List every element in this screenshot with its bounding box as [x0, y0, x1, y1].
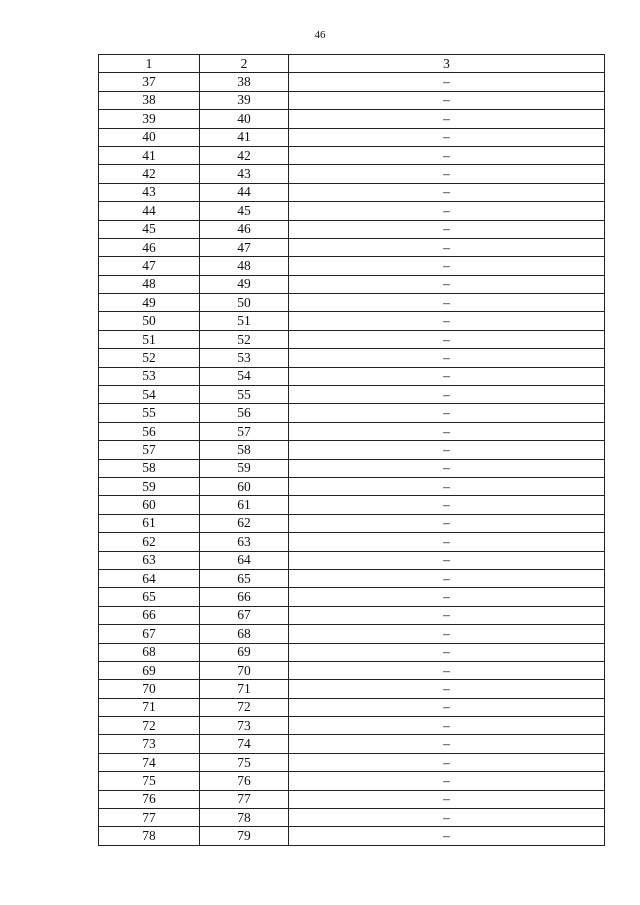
table-cell-col-3: – [289, 533, 605, 551]
table-cell-col-2: 43 [200, 165, 289, 183]
table-cell-col-2: 54 [200, 367, 289, 385]
table-cell-col-1: 55 [99, 404, 200, 422]
table-cell-col-1: 42 [99, 165, 200, 183]
table-row [99, 165, 605, 183]
table-row [99, 202, 605, 220]
table-cell-col-2: 73 [200, 717, 289, 735]
column-header-2: 2 [200, 55, 289, 73]
table-cell-col-2: 60 [200, 477, 289, 495]
table-cell-col-1: 66 [99, 606, 200, 624]
table-cell-col-3: – [289, 459, 605, 477]
table-cell-col-2: 63 [200, 533, 289, 551]
table-row [99, 220, 605, 238]
table-cell-col-1: 65 [99, 588, 200, 606]
table-cell-col-1: 64 [99, 569, 200, 587]
table-cell-col-1: 45 [99, 220, 200, 238]
table-cell-col-2: 51 [200, 312, 289, 330]
table-cell-col-3: – [289, 827, 605, 845]
table-cell-col-2: 59 [200, 459, 289, 477]
table-cell-col-3: – [289, 496, 605, 514]
table-cell-col-3: – [289, 441, 605, 459]
table-cell-col-2: 79 [200, 827, 289, 845]
table-cell-col-1: 57 [99, 441, 200, 459]
table-cell-col-2: 42 [200, 146, 289, 164]
table-row [99, 643, 605, 661]
table-cell-col-1: 72 [99, 717, 200, 735]
table-row [99, 275, 605, 293]
table-cell-col-3: – [289, 202, 605, 220]
table-cell-col-2: 62 [200, 514, 289, 532]
table-cell-col-2: 48 [200, 257, 289, 275]
table-cell-col-3: – [289, 772, 605, 790]
table-row [99, 477, 605, 495]
table-cell-col-3: – [289, 294, 605, 312]
table-cell-col-3: – [289, 588, 605, 606]
table-cell-col-1: 37 [99, 73, 200, 91]
table-cell-col-1: 54 [99, 386, 200, 404]
table-cell-col-3: – [289, 73, 605, 91]
table-cell-col-3: – [289, 569, 605, 587]
table-cell-col-3: – [289, 146, 605, 164]
table-row [99, 349, 605, 367]
table-cell-col-3: – [289, 257, 605, 275]
table-cell-col-3: – [289, 275, 605, 293]
table-cell-col-2: 56 [200, 404, 289, 422]
table-cell-col-1: 70 [99, 680, 200, 698]
table-cell-col-3: – [289, 404, 605, 422]
table-cell-col-2: 46 [200, 220, 289, 238]
table-cell-col-1: 58 [99, 459, 200, 477]
table-cell-col-2: 55 [200, 386, 289, 404]
table-cell-col-3: – [289, 790, 605, 808]
table-cell-col-1: 38 [99, 91, 200, 109]
table-cell-col-3: – [289, 330, 605, 348]
table-row [99, 257, 605, 275]
table-row [99, 496, 605, 514]
table-row [99, 91, 605, 109]
table-cell-col-1: 52 [99, 349, 200, 367]
table-row [99, 441, 605, 459]
table-row [99, 386, 605, 404]
table-cell-col-1: 39 [99, 110, 200, 128]
table-row [99, 717, 605, 735]
table-cell-col-1: 59 [99, 477, 200, 495]
table-cell-col-3: – [289, 809, 605, 827]
table-cell-col-3: – [289, 477, 605, 495]
table-row [99, 569, 605, 587]
table-row [99, 294, 605, 312]
table-row [99, 772, 605, 790]
table-cell-col-1: 60 [99, 496, 200, 514]
table-cell-col-1: 56 [99, 422, 200, 440]
table-cell-col-2: 75 [200, 753, 289, 771]
table-cell-col-2: 74 [200, 735, 289, 753]
data-table [98, 54, 605, 846]
column-header-1: 1 [99, 55, 200, 73]
table-row [99, 422, 605, 440]
table-cell-col-2: 69 [200, 643, 289, 661]
table-cell-col-2: 66 [200, 588, 289, 606]
table-cell-col-3: – [289, 386, 605, 404]
table-cell-col-3: – [289, 717, 605, 735]
table-cell-col-3: – [289, 238, 605, 256]
table-cell-col-3: – [289, 367, 605, 385]
table-cell-col-2: 78 [200, 809, 289, 827]
table-cell-col-1: 73 [99, 735, 200, 753]
table-row [99, 661, 605, 679]
table-cell-col-2: 38 [200, 73, 289, 91]
table-cell-col-1: 63 [99, 551, 200, 569]
table-cell-col-2: 71 [200, 680, 289, 698]
table-cell-col-2: 57 [200, 422, 289, 440]
table-cell-col-2: 65 [200, 569, 289, 587]
table-cell-col-1: 51 [99, 330, 200, 348]
table-header [99, 55, 605, 73]
table-row [99, 753, 605, 771]
table-cell-col-1: 78 [99, 827, 200, 845]
table-cell-col-1: 76 [99, 790, 200, 808]
table-cell-col-1: 50 [99, 312, 200, 330]
table-row [99, 73, 605, 91]
table-cell-col-3: – [289, 753, 605, 771]
table-cell-col-1: 44 [99, 202, 200, 220]
table-cell-col-3: – [289, 606, 605, 624]
table-cell-col-2: 70 [200, 661, 289, 679]
table-row [99, 827, 605, 845]
table-cell-col-3: – [289, 165, 605, 183]
table-cell-col-3: – [289, 349, 605, 367]
table-cell-col-1: 43 [99, 183, 200, 201]
table-cell-col-3: – [289, 110, 605, 128]
table-row [99, 128, 605, 146]
table-row [99, 183, 605, 201]
table-cell-col-3: – [289, 128, 605, 146]
table-cell-col-2: 68 [200, 625, 289, 643]
table-cell-col-1: 48 [99, 275, 200, 293]
page-number: 46 [314, 29, 326, 41]
table-cell-col-2: 41 [200, 128, 289, 146]
table-cell-col-3: – [289, 643, 605, 661]
table-cell-col-2: 53 [200, 349, 289, 367]
table-cell-col-3: – [289, 312, 605, 330]
table-cell-col-1: 77 [99, 809, 200, 827]
table-cell-col-2: 49 [200, 275, 289, 293]
table-cell-col-2: 61 [200, 496, 289, 514]
table-cell-col-1: 74 [99, 753, 200, 771]
table-cell-col-2: 64 [200, 551, 289, 569]
table-row [99, 625, 605, 643]
table-cell-col-3: – [289, 91, 605, 109]
table-cell-col-1: 71 [99, 698, 200, 716]
table-row [99, 404, 605, 422]
table-cell-col-1: 49 [99, 294, 200, 312]
table-row [99, 533, 605, 551]
table-row [99, 735, 605, 753]
table-cell-col-3: – [289, 661, 605, 679]
table-cell-col-1: 41 [99, 146, 200, 164]
table-row [99, 588, 605, 606]
table-row [99, 680, 605, 698]
table-cell-col-1: 46 [99, 238, 200, 256]
table-cell-col-3: – [289, 183, 605, 201]
table-row [99, 698, 605, 716]
table-cell-col-3: – [289, 698, 605, 716]
table-row [99, 238, 605, 256]
table-row [99, 110, 605, 128]
table-row [99, 790, 605, 808]
table-cell-col-2: 67 [200, 606, 289, 624]
table-cell-col-2: 40 [200, 110, 289, 128]
table-cell-col-2: 47 [200, 238, 289, 256]
table-row [99, 312, 605, 330]
column-header-3: 3 [289, 55, 605, 73]
table-cell-col-2: 76 [200, 772, 289, 790]
table-cell-col-3: – [289, 514, 605, 532]
table-cell-col-1: 69 [99, 661, 200, 679]
table-row [99, 330, 605, 348]
table-row [99, 146, 605, 164]
table-cell-col-2: 44 [200, 183, 289, 201]
table-cell-col-1: 53 [99, 367, 200, 385]
table-cell-col-3: – [289, 625, 605, 643]
table-cell-col-1: 40 [99, 128, 200, 146]
table-row [99, 809, 605, 827]
table-row [99, 551, 605, 569]
table-cell-col-1: 75 [99, 772, 200, 790]
table-cell-col-1: 62 [99, 533, 200, 551]
table-cell-col-2: 39 [200, 91, 289, 109]
table-cell-col-3: – [289, 680, 605, 698]
table-cell-col-3: – [289, 220, 605, 238]
table-cell-col-3: – [289, 735, 605, 753]
table-row [99, 606, 605, 624]
table-cell-col-3: – [289, 422, 605, 440]
table-row [99, 459, 605, 477]
table-cell-col-1: 61 [99, 514, 200, 532]
table-cell-col-1: 68 [99, 643, 200, 661]
table-cell-col-2: 77 [200, 790, 289, 808]
table-cell-col-1: 67 [99, 625, 200, 643]
table-cell-col-2: 52 [200, 330, 289, 348]
table-body [99, 73, 605, 845]
table-row [99, 514, 605, 532]
table-cell-col-3: – [289, 551, 605, 569]
table-cell-col-2: 58 [200, 441, 289, 459]
table-row [99, 367, 605, 385]
table-cell-col-2: 72 [200, 698, 289, 716]
table-header-row [99, 55, 605, 73]
table-cell-col-2: 50 [200, 294, 289, 312]
table-cell-col-1: 47 [99, 257, 200, 275]
table-cell-col-2: 45 [200, 202, 289, 220]
